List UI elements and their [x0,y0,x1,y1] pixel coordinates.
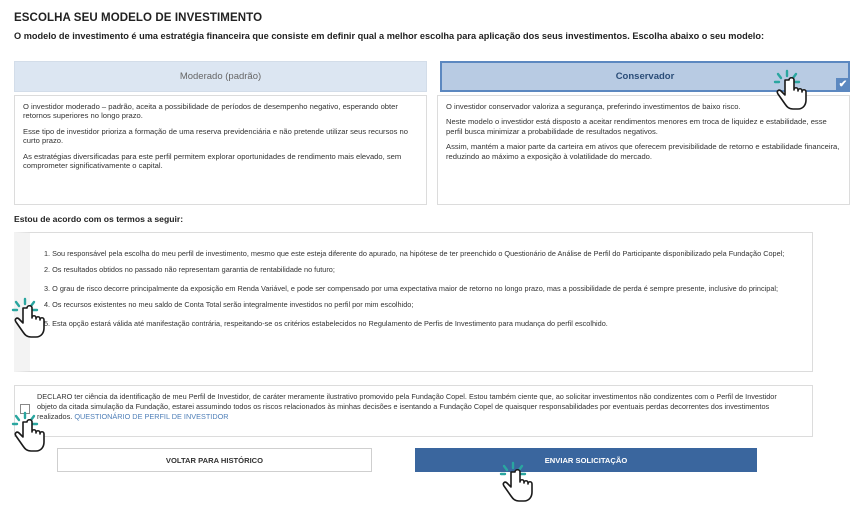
terms-item: 5. Esta opção estará válida até manifestação contrária, respeitando-se os critérios estabelecidos no Regulamento de Perfis de Investimento para mudança do perfil escolhido. [44,319,608,328]
model-description-moderado [14,95,427,205]
page-subtitle: O modelo de investimento é uma estratégia financeira que consiste em definir qual a melhor escolha para aplicação dos seus investimentos. Escolha abaixo o seu modelo: [14,31,765,41]
model-option-label: Moderado (padrão) [179,71,262,82]
send-request-button[interactable] [415,448,757,472]
back-to-history-button[interactable] [57,448,372,472]
terms-item: 4. Os recursos existentes no meu saldo de Conta Total serão integralmente investidos no perfil por mim escolhido; [44,300,414,309]
hand-pointer-icon [8,296,48,342]
hand-pointer-icon [8,410,48,456]
description-paragraph: O investidor conservador valoriza a segurança, preferindo investimentos de baixo risco. [446,102,741,111]
description-paragraph: Neste modelo o investidor está disposto a aceitar rendimentos menores em troca de liquidez e estabilidade, esse perfil busca minimizar a probabilidade de resultados negativos. [446,117,827,136]
terms-item: 2. Os resultados obtidos no passado não representam garantia de rentabilidade no futuro; [44,265,335,274]
check-icon: ✔ [836,78,850,92]
page-title: ESCOLHA SEU MODELO DE INVESTIMENTO [14,12,263,24]
declaration-text [37,392,797,422]
hand-pointer-icon [770,68,810,114]
back-button-label: VOLTAR PARA HISTÓRICO [165,455,264,465]
terms-item: 3. O grau de risco decorre principalmente da exposição em Renda Variável, e pode ser compensado por uma expectativa maior de retorno no longo prazo, mas a possibilidade de perda é sempre presente, inclusive do principal; [44,284,779,293]
model-option-moderado[interactable] [14,61,427,92]
send-button-label: ENVIAR SOLICITAÇÃO [544,455,628,465]
questionnaire-link[interactable]: QUESTIONÁRIO DE PERFIL DE INVESTIDOR [74,412,229,421]
terms-list [44,249,804,338]
description-paragraph: Esse tipo de investidor prioriza a formação de uma reserva previdenciária e não pretende utilizar seus recursos no curto prazo. [23,126,408,146]
terms-item: 1. Sou responsável pela escolha do meu perfil de investimento, mesmo que este esteja diferente do apurado, na hipótese de ter preenchido o Questionário de Análise de Perfil do Participante disponibilizado pela Fundação Copel; [44,249,785,258]
description-paragraph: Assim, mantém a maior parte da carteira em ativos que oferecem previsibilidade de retorno e estabilidade financeira, reduzindo ao máximo a exposição à volatilidade do mercado. [446,142,840,161]
terms-title: Estou de acordo com os termos a seguir: [14,214,184,224]
model-option-label: Conservador [615,71,675,82]
declaration-body: DECLARO ter ciência da identificação de meu Perfil de Investidor, de caráter meramente ilustrativo promovido pela Fundação Copel. Estou também ciente que, ao solicitar investimentos não condizentes com o Perfil de Investidor objeto da citada simulação da Fundação, estarei assumindo todos os riscos relacionados às minhas decisões e isentando a Fundação Copel de quaisquer responsabilidades por eventuais perdas decorrentes dos investimentos realizados. [37,392,777,421]
description-paragraph: As estratégias diversificadas para este perfil permitem explorar oportunidades de rendimento mais elevado, sem comprometer significativamente o capital. [23,151,402,171]
description-paragraph: O investidor moderado – padrão, aceita a possibilidade de períodos de desempenho negativo, esperando obter retornos superiores no longo prazo. [23,102,398,121]
hand-pointer-icon [496,460,536,506]
